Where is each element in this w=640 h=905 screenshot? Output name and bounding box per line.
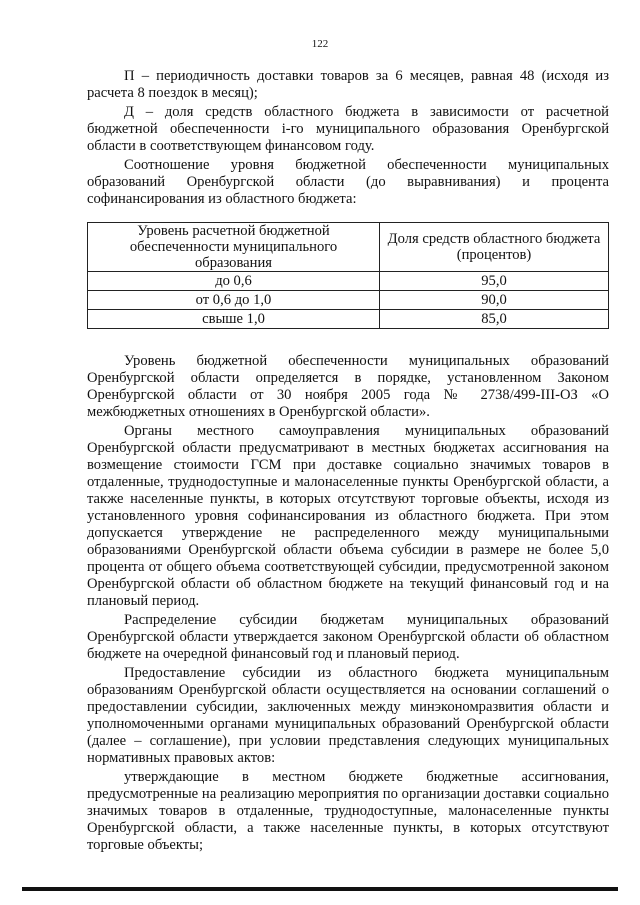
table-header-cell: Доля средств областного бюджета (процентов): [380, 223, 609, 272]
paragraph-ratio-intro: Соотношение уровня бюджетной обеспеченности муниципальных образований Оренбургской области (до выравнивания) и процента софинансирования из областного бюджета:: [87, 157, 609, 207]
table-row: [88, 272, 609, 291]
paragraph-budget-share: Д – доля средств областного бюджета в зависимости от расчетной бюджетной обеспеченности i-го муниципального образования Оренбургской области в соответствующем финансовом году.: [87, 104, 609, 154]
table-cell-share: 85,0: [380, 310, 609, 329]
paragraph-agreement: Предоставление субсидии из областного бюджета муниципальным образованиям Оренбургской области осуществляется на основании соглашений о предоставлении субсидии, заключенных между минэкономразвития области и уполномоченными органами муниципальных образований Оренбургской области (далее – соглашение), при условии представления следующих муниципальных нормативных правовых актов:: [87, 665, 609, 766]
table-cell-level: до 0,6: [88, 272, 380, 291]
table-row: [88, 291, 609, 310]
table-cell-share: 90,0: [380, 291, 609, 310]
paragraph-periodicity: П – периодичность доставки товаров за 6 месяцев, равная 48 (исходя из расчета 8 поездок в месяц);: [87, 68, 609, 101]
table-cell-level: свыше 1,0: [88, 310, 380, 329]
cofinancing-table: [87, 222, 609, 329]
table-cell-share: 95,0: [380, 272, 609, 291]
table-header-row: [88, 223, 609, 272]
paragraph-distribution: Распределение субсидии бюджетам муниципальных образований Оренбургской области утверждается законом Оренбургской области об областном бюджете на очередной финансовый год и плановый период.: [87, 612, 609, 662]
table-header-cell: Уровень расчетной бюджетной обеспеченности муниципального образования: [88, 223, 380, 272]
table-cell-level: от 0,6 до 1,0: [88, 291, 380, 310]
paragraph-level-definition: Уровень бюджетной обеспеченности муниципальных образований Оренбургской области определяется в порядке, установленном Законом Оренбургской области от 30 ноября 2005 года № 2738/499-III-ОЗ «О межбюджетных отношениях в Оренбургской области».: [87, 353, 609, 420]
paragraph-local-authorities: Органы местного самоуправления муниципальных образований Оренбургской области предусматривают в местных бюджетах ассигнования на возмещение стоимости ГСМ при доставке социально значимых товаров в отдаленные, труднодоступные и малонаселенные пункты Оренбургской области, а также населенные пункты, в которых отсутствуют торговые объекты, исходя из установленного уровня софинансирования из областного бюджета. При этом допускается утверждение не распределенного между муниципальными образованиями Оренбургской области объема субсидии в размере не более 5,0 процента от общего объема соответствующей субсидии, предусмотренной законом Оренбургской области об областном бюджете на текущий финансовый год и на плановый период.: [87, 423, 609, 609]
paragraph-budget-allocations: утверждающие в местном бюджете бюджетные ассигнования, предусмотренные на реализацию мероприятия по организации доставки социально значимых товаров в отдаленные, труднодоступные, малонаселенные пункты Оренбургской области, а также населенные пункты, в которых отсутствуют торговые объекты;: [87, 769, 609, 853]
page-number: 122: [311, 38, 329, 50]
table-row: [88, 310, 609, 329]
bottom-rule: [22, 887, 618, 891]
document-body: [87, 68, 609, 854]
